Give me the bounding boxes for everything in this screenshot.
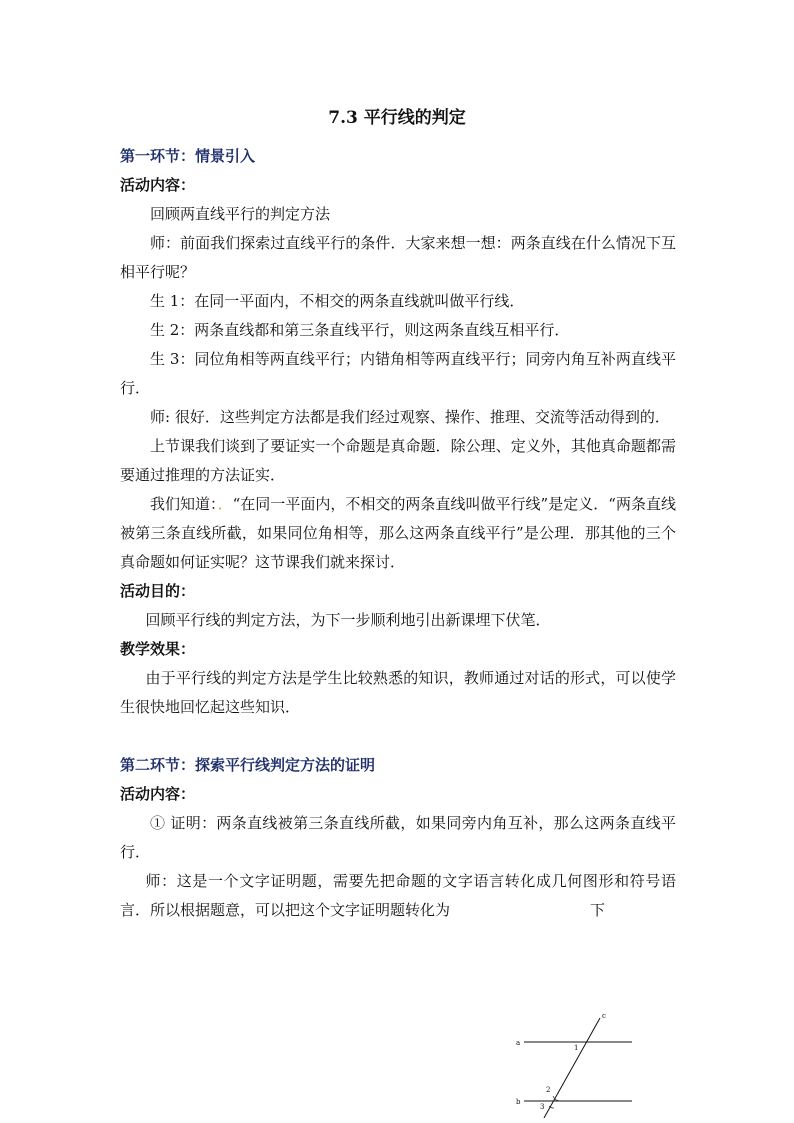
parallel-lines-figure [508,1008,638,1118]
section1-paragraph-1: 回顾两直线平行的判定方法 [150,205,331,223]
section1-paragraph-4: 生 2：两条直线都和第三条直线平行，则这两条直线互相平行． [150,321,570,339]
section2-item-1: ① 证明：两条直线被第三条直线所截，如果同旁内角互补，那么这两条直线平行． [120,814,676,861]
teacher-text: 师：这是一个文字证明题，需要先把命题的文字语言转化成几何图形和符号语言．所以根据题意，可以把这个文字证明题转化为 [120,872,676,919]
section1-paragraph-2: 师：前面我们探索过直线平行的条件．大家来想一想：两条直线在什么情况下互相平行呢？ [120,234,676,281]
label-angle-1: 1 [574,1044,579,1052]
document-body [120,142,676,925]
section1-paragraph-7: 上节课我们谈到了要证实一个命题是真命题．除公理、定义外，其他真命题都需要通过推理的方法证实． [120,437,676,484]
section1-heading: 第一环节：情景引入 [120,147,256,165]
figure-svg [508,1008,638,1118]
teacher-tail: 下 [590,901,606,919]
label-angle-3: 3 [540,1103,545,1111]
section1-paragraph-5: 生 3：同位角相等两直线平行；内错角相等两直线平行；同旁内角互补两直线平行． [120,350,676,397]
section-gap [120,722,676,751]
label-b: b [516,1098,521,1106]
section1-paragraph-know [120,490,676,577]
section2-teacher-text [120,867,676,925]
line-c [544,1018,600,1118]
label-angle-2: 2 [546,1086,551,1094]
section1-paragraph-3: 生 1：在同一平面内，不相交的两条直线就叫做平行线． [150,292,525,310]
section2-activity-label: 活动内容： [120,785,196,803]
label-c: c [602,1012,606,1020]
know-rest: “在同一平面内，不相交的两条直线叫做平行线”是定义．“两条直线被第三条直线所截，如果同位角相等，那么这两条直线平行”是公理．那其他的三个真命题如何证实呢？这节课我们就来探讨． [120,495,676,571]
section1-paragraph-6: 师: 很好．这些判定方法都是我们经过观察、操作、推理、交流等活动得到的． [150,408,670,426]
section1-goal-label: 活动目的： [120,582,196,600]
section1-goal-text: 回顾平行线的判定方法，为下一步顺利地引出新课埋下伏笔． [145,611,551,629]
label-a: a [516,1039,521,1047]
know-dot: ． [217,495,233,513]
know-prefix: 我们知道： [150,495,218,513]
section1-effect-label: 教学效果： [120,640,196,658]
document-title: 7.3 平行线的判定 [328,108,466,128]
section1-effect-text: 由于平行线的判定方法是学生比较熟悉的知识，教师通过对话的形式，可以使学生很快地回忆起这些知识． [120,669,676,716]
section2-heading: 第二环节：探索平行线判定方法的证明 [120,756,376,774]
section1-activity-label: 活动内容： [120,176,196,194]
